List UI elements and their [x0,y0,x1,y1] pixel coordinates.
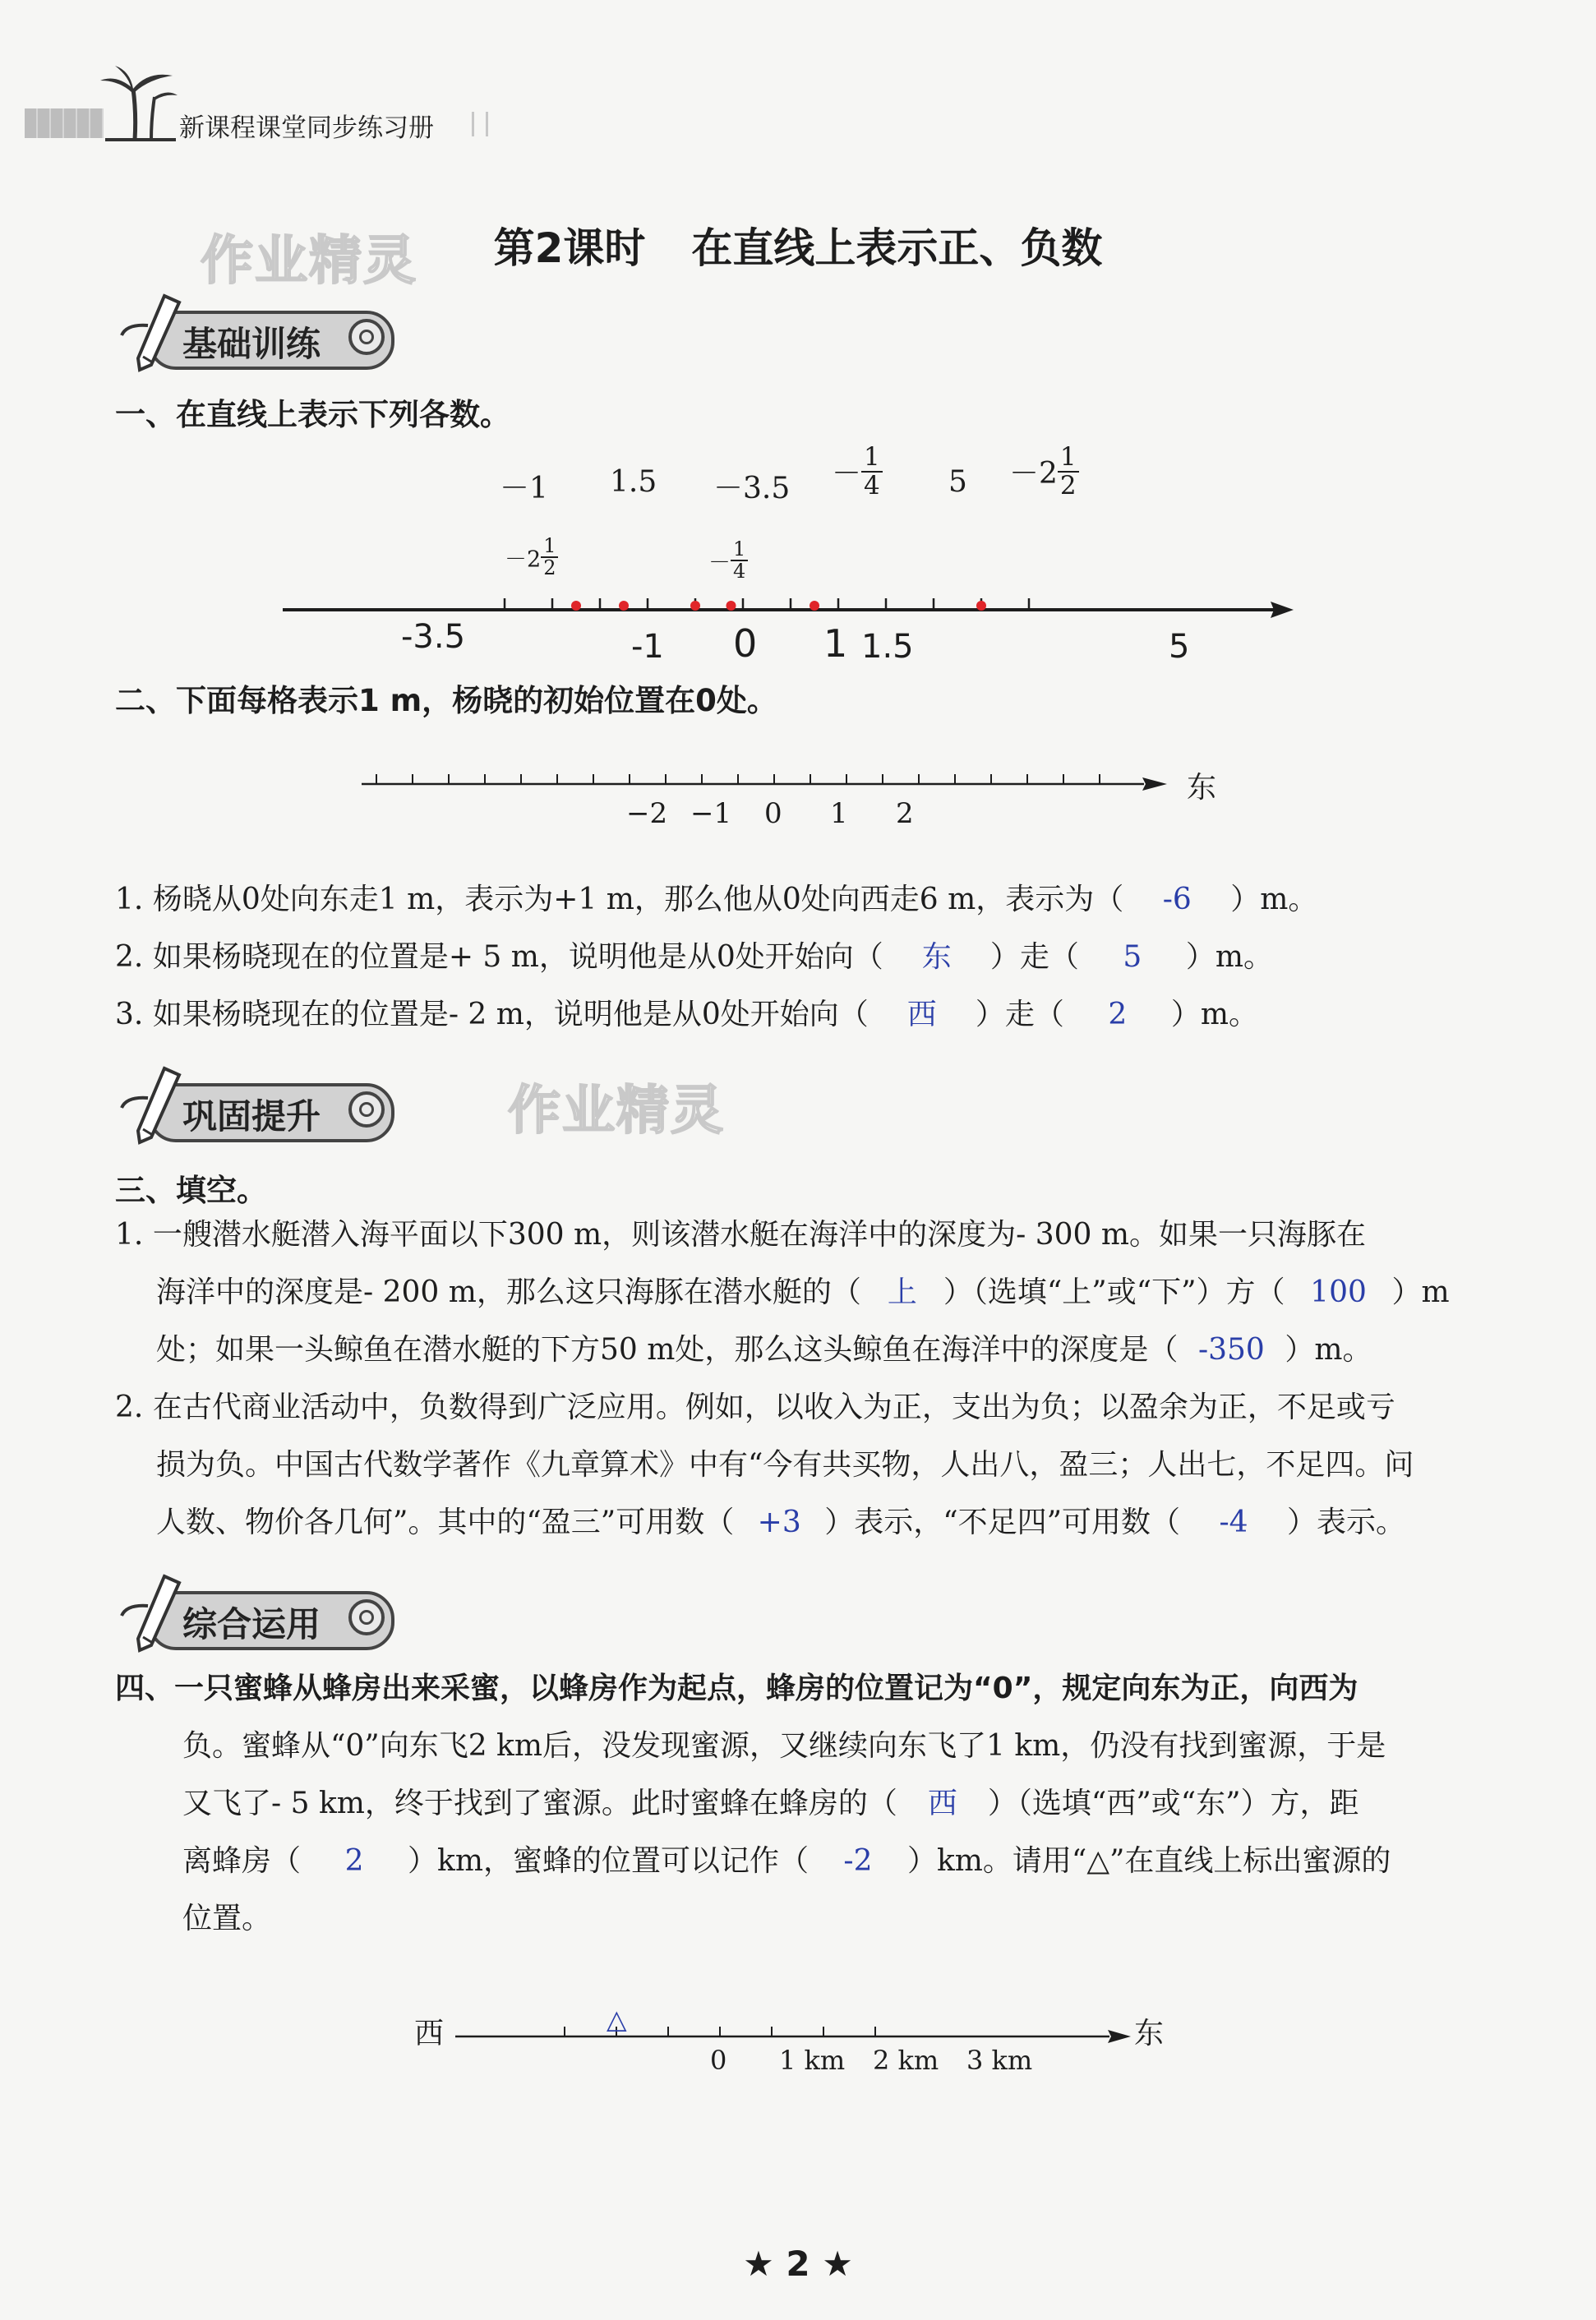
q3-item-1-line-1: 1. 一艘潜水艇潜入海平面以下300 m，则该潜水艇在海洋中的深度为- 300 m。如果一只海豚在 [115,1218,1367,1252]
answer: 2 [1108,998,1128,1031]
line-label: 0 [710,2045,727,2076]
line-label: 2 [896,797,914,830]
watermark: 作业精灵 [508,1081,725,1142]
book-title: 新课程课堂同步练习册 [179,113,434,143]
line-label: −2 [626,797,668,830]
marked-point [690,601,700,611]
header-decoration-bar [25,108,104,138]
line-label: 1 [830,797,848,830]
q4-line-3: 又飞了- 5 km，终于找到了蜜源。此时蜜蜂在蜂房的（ 西 ）（选填“西”或“东”）方，距 [182,1775,1359,1833]
line-label: 2 km [873,2045,939,2076]
line-label: -3.5 [401,618,466,656]
marked-point [976,601,986,611]
number-item: －1 [500,472,548,505]
q2-item-2: 2. 如果杨晓现在的位置是+ 5 m，说明他是从0处开始向（ 东 ）走（ 5 ）m。 [115,929,1273,986]
question-3-prompt: 三、填空。 [115,1173,267,1208]
lesson-topic: 在直线上表示正、负数 [691,224,1103,272]
question-2-prompt: 二、下面每格表示1 m，杨晓的初始位置在0处。 [115,683,777,718]
section-label: 巩固提升 [182,1096,321,1137]
answer: 东 [921,940,952,974]
number-list [500,444,1124,518]
arrow-head-icon [1142,777,1167,791]
palm-tree-icon [97,64,179,143]
q3-item-2-line-2: 损为负。中国古代数学著作《九章算术》中有“今有共买物，人出八，盈三；人出七，不足四。问 [156,1448,1414,1482]
tick-group [505,598,1029,610]
marked-point [810,601,819,611]
pencil-icon [115,293,191,375]
section-badge-apply [115,1586,394,1650]
answer: -4 [1219,1506,1248,1539]
marked-point [619,601,629,611]
direction-west: 西 [414,2017,445,2050]
fraction-item: － $\frac{1}{4}$ [832,444,883,499]
line-label: -1 [631,628,664,666]
q2-item-3: 3. 如果杨晓现在的位置是- 2 m，说明他是从0处开始向（ 西 ）走（ 2 ）m。 [115,986,1258,1044]
answer: 上 [887,1275,917,1309]
q4-line-1: 四、一只蜜蜂从蜂房出来采蜜，以蜂房作为起点，蜂房的位置记为“0”，规定向东为正，向西为 [115,1672,1358,1705]
lesson-number: 第2课时 [493,224,646,272]
answer: -2 [843,1844,873,1878]
target-circle-icon [348,1091,385,1128]
answer: -350 [1197,1333,1265,1367]
q4-line-2: 负。蜜蜂从“0”向东飞2 km后，没发现蜜源，又继续向东飞了1 km，仍没有找到蜜源，于是 [182,1729,1386,1763]
direction-east: 东 [1187,771,1217,805]
q3-item-2-line-1: 2. 在古代商业活动中，负数得到广泛应用。例如，以收入为正，支出为负；以盈余为正，不足或亏 [115,1391,1395,1424]
number-item: －3.5 [713,472,791,505]
marked-point [571,601,581,611]
arrow-head-icon [1271,602,1294,618]
answer: 2 [344,1844,364,1878]
marked-point [727,601,736,611]
pencil-icon [115,1065,191,1147]
fraction-item: －2 $\frac{1}{2}$ [1009,444,1079,499]
line-2-labels [353,797,1175,838]
line-label: 3 km [966,2045,1033,2076]
line-label: 1.5 [861,628,914,666]
q3-item-1-line-2: 海洋中的深度是- 200 m，那么这只海豚在潜水艇的（ 上 ）（选填“上”或“下”）方（ 100 ）m [156,1264,1450,1321]
line-label: 0 [764,797,782,830]
pencil-icon [115,1573,191,1655]
line-label: 1 km [779,2045,846,2076]
page-number: ★ 2 ★ [743,2244,853,2284]
q3-item-1-line-3: 处；如果一头鲸鱼在潜水艇的下方50 m处，那么这头鲸鱼在海洋中的深度是（ -350 ）m。 [156,1321,1372,1379]
line-label: 5 [1169,628,1190,666]
section-badge-basic [115,306,394,370]
page-title [0,215,1596,274]
triangle-marker-icon: △ [607,2004,627,2035]
q3-item-2-line-3: 人数、物价各几何”。其中的“盈三”可用数（ +3 ）表示，“不足四”可用数（ -4 ）表示。 [156,1494,1405,1552]
line-label: 0 [733,621,758,666]
q4-line-5: 位置。 [182,1902,272,1935]
header-divider [472,112,488,136]
number-item: 5 [948,465,967,499]
annotation-quarter: － $\frac{1}{4}$ [708,539,748,582]
question-1-prompt: 一、在直线上表示下列各数。 [115,397,510,432]
number-line-1 [271,526,1307,682]
tick-group [376,774,1100,784]
section-badge-consolidate [115,1078,394,1142]
line-3-labels [452,2045,1142,2086]
direction-east: 东 [1134,2017,1165,2050]
answer: +3 [757,1506,801,1539]
line-label: −1 [690,797,732,830]
answer: 5 [1123,940,1142,974]
answer: 西 [927,1787,957,1820]
number-item: 1.5 [610,465,657,499]
section-label: 综合运用 [182,1604,321,1644]
target-circle-icon [348,319,385,355]
arrow-head-icon [1108,2030,1131,2043]
q4-line-4: 离蜂房（ 2 ）km，蜜蜂的位置可以记作（ -2 ）km。请用“△”在直线上标出蜜源的 [182,1833,1391,1890]
answer: -6 [1162,883,1192,916]
answer: 西 [906,998,937,1031]
q2-item-1: 1. 杨晓从0处向东走1 m，表示为+1 m，那么他从0处向西走6 m，表示为（ -6 ）m。 [115,871,1317,929]
section-label: 基础训练 [182,324,321,364]
line-label: 1 [823,621,848,666]
target-circle-icon [348,1599,385,1635]
answer: 100 [1310,1275,1367,1309]
annotation-mixed: －2 $\frac{1}{2}$ [505,536,558,579]
watermark: 作业精灵 [201,231,417,292]
